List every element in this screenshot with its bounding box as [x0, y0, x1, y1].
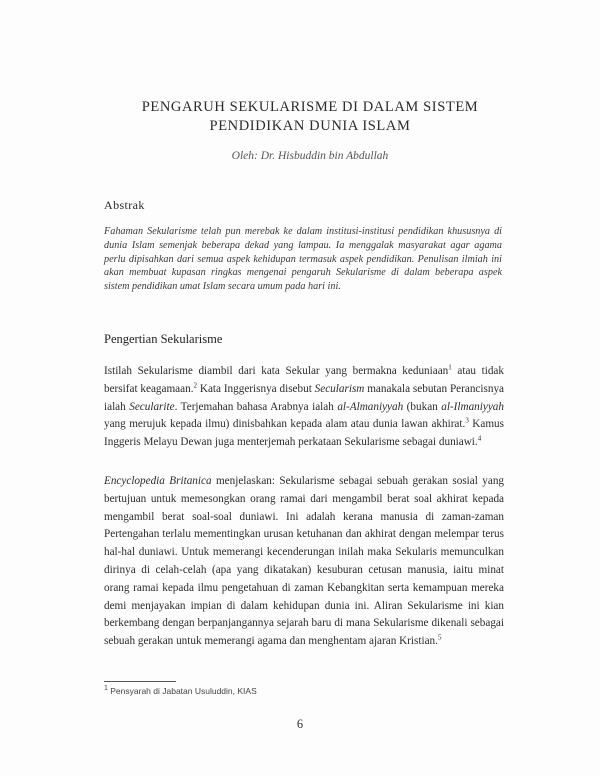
p1-term-almaniyyah: al-Almaniyyah [337, 400, 404, 413]
paragraph-definition [104, 363, 504, 452]
footnote-ref-3: 3 [465, 416, 469, 425]
abstract-heading: Abstrak [104, 198, 145, 212]
p1-text-b: atau tidak bersifat keagamaan. [104, 365, 504, 395]
p1-text-g: yang merujuk kepada ilmu) dinisbahkan kepada alam atau dunia lawan akhirat. [104, 418, 466, 431]
p1-text-d: manakala sebutan Perancisnya ialah [104, 382, 505, 413]
section-heading: Pengertian Sekularisme [104, 332, 223, 346]
page-number: 6 [296, 717, 304, 731]
p1-term-secularite: Secularite [129, 400, 175, 413]
footnote-ref-2: 2 [193, 381, 198, 390]
p1-text-e: . Terjemahan bahasa Arabnya ialah [174, 400, 338, 413]
p1-term-secularism: Secularism [314, 382, 365, 395]
author-line: Oleh: Dr. Hisbuddin bin Abdullah [231, 150, 389, 162]
title-line-2: PENDIDIKAN DUNIA ISLAM [209, 118, 411, 134]
p2-source-title: Encyclopedia Britanica [104, 475, 212, 487]
footnote-marker: 1 [104, 685, 108, 693]
footnote-divider [104, 681, 176, 682]
title-line-1: PENGARUH SEKULARISME DI DALAM SISTEM [141, 99, 479, 115]
p1-text-h: Kamus Inggeris Melayu Dewan juga menterjemah perkataan Sekularisme sebagai duniawi. [104, 418, 504, 449]
footnote-ref-4: 4 [477, 434, 482, 443]
footnote [104, 686, 257, 696]
p1-text-a: Istilah Sekularisme diambil dari kata Sekular yang bermakna keduniaan [104, 365, 449, 377]
paragraph-britannica [104, 473, 504, 651]
p1-text-f: (bukan [403, 400, 442, 413]
p2-body: menjelaskan: Sekularisme sebagai sebuah gerakan sosial yang bertujuan untuk memesongkan orang ramai dari mengambil berat soal akhirat kepada mengambil berat soal-soal duniawi. Ini adalah kerana manusia di zaman-zaman Pertengahan terlalu mementingkan urusan ketuhanan dan akhirat dengan melempar terus hal-hal duniawi. Untuk memerangi kecenderungan inilah maka Sekularis memunculkan dirinya di celah-celah (apa yang dikatakan) kesuburan cetusan manusia, iaitu minat orang ramai kepada ilmu pengetahuan di zaman Kebangkitan serta kemampuan mereka demi menjayakan impian di dalam kehidupan dunia ini. Aliran Sekularisme ini kian berkembang dengan berpanjangannya sejarah baru di mana Sekularisme dikenali sebagai sebuah gerakan untuk memerangi agama dan menghentam ajaran Kristian. [104, 475, 505, 648]
footnote-ref-5: 5 [437, 633, 442, 642]
footnote-text: Pensyarah di Jabatan Usuluddin, KIAS [107, 686, 257, 696]
abstract-body: Fahaman Sekularisme telah pun merebak ke dalam institusi-institusi pendidikan khususnya di dunia Islam semenjak beberapa dekad yang lampau. Ia menggalak masyarakat agar agama perlu dipisahkan dari semua aspek kehidupan termasuk aspek pendidikan. Penulisan ilmiah ini akan membuat kupasan ringkas mengenai pengaruh Sekularisme di dalam beberapa aspek sistem pendidikan umat Islam secara umum pada hari ini. [104, 226, 502, 293]
footnote-ref-1: 1 [448, 363, 452, 372]
p1-term-ilmaniyyah: al-Ilmaniyyah [441, 400, 504, 413]
p1-text-c: Kata Inggerisnya disebut [197, 382, 315, 395]
